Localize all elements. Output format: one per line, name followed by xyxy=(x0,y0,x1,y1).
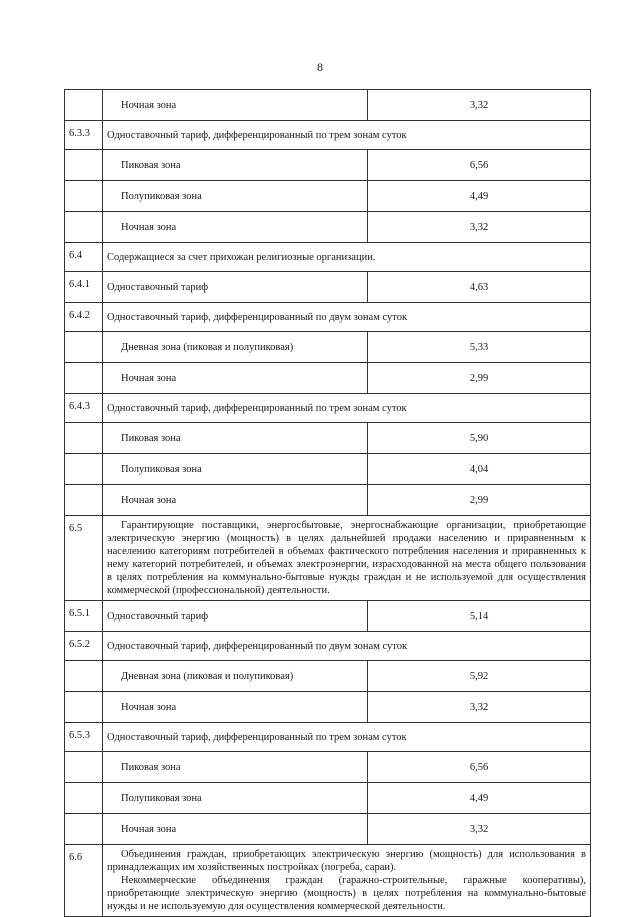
zone-label: Дневная зона (пиковая и полупиковая) xyxy=(103,332,368,363)
table-row xyxy=(65,90,591,121)
table-row xyxy=(65,752,591,783)
tariff-value: 3,32 xyxy=(368,90,591,121)
item-number xyxy=(65,661,103,692)
table-row xyxy=(65,332,591,363)
tariff-value: 4,63 xyxy=(368,272,591,303)
item-number: 6.5.1 xyxy=(65,601,103,632)
item-number xyxy=(65,814,103,845)
item-number xyxy=(65,90,103,121)
table-row xyxy=(65,783,591,814)
tariff-value: 4,04 xyxy=(368,454,591,485)
item-number xyxy=(65,783,103,814)
item-number xyxy=(65,212,103,243)
tariff-value: 4,49 xyxy=(368,783,591,814)
page-number: 8 xyxy=(317,60,323,74)
zone-label: Ночная зона xyxy=(103,692,368,723)
table-row xyxy=(65,394,591,423)
tariff-value: 3,32 xyxy=(368,692,591,723)
tariff-value: 5,33 xyxy=(368,332,591,363)
item-number: 6.4.2 xyxy=(65,303,103,332)
item-number xyxy=(65,423,103,454)
item-number xyxy=(65,454,103,485)
zone-label: Полупиковая зона xyxy=(103,181,368,212)
zone-label: Пиковая зона xyxy=(103,150,368,181)
table-row xyxy=(65,516,591,601)
tariff-value: 5,92 xyxy=(368,661,591,692)
item-number xyxy=(65,692,103,723)
table-row xyxy=(65,485,591,516)
zone-label: Ночная зона xyxy=(103,90,368,121)
item-number xyxy=(65,332,103,363)
zone-label: Ночная зона xyxy=(103,814,368,845)
item-number: 6.5 xyxy=(65,516,103,601)
table-row xyxy=(65,454,591,485)
table-row xyxy=(65,661,591,692)
table-row xyxy=(65,181,591,212)
zone-label: Полупиковая зона xyxy=(103,783,368,814)
section-heading: Одноставочный тариф, дифференцированный по трем зонам суток xyxy=(103,723,591,752)
tariff-value: 3,32 xyxy=(368,212,591,243)
table-row xyxy=(65,601,591,632)
tariff-value: 5,90 xyxy=(368,423,591,454)
item-number: 6.4.3 xyxy=(65,394,103,423)
tariff-label: Одноставочный тариф xyxy=(103,601,368,632)
item-number xyxy=(65,485,103,516)
tariff-value: 5,14 xyxy=(368,601,591,632)
zone-label: Ночная зона xyxy=(103,485,368,516)
item-number xyxy=(65,150,103,181)
item-number xyxy=(65,363,103,394)
section-heading: Содержащиеся за счет прихожан религиозные организации. xyxy=(103,243,591,272)
paragraph: Гарантирующие поставщики, энергосбытовые, энергоснабжающие организации, приобретающие электрическую энергию (мощность) в целях дальнейшей продажи населению и приравненным к населению категориям потребителей в объемах фактического потребления населения и приравненных к нему категорий потребителей, и объемах электроэнергии, израсходованной на места общего пользования в целях потребления на коммунально-бытовые нужды граждан и не используемой для осуществления коммерческой (профессиональной) деятельности. xyxy=(107,520,586,596)
section-heading: Одноставочный тариф, дифференцированный по двум зонам суток xyxy=(103,632,591,661)
table-row xyxy=(65,303,591,332)
tariff-value: 4,49 xyxy=(368,181,591,212)
zone-label: Ночная зона xyxy=(103,212,368,243)
item-number: 6.4 xyxy=(65,243,103,272)
table-row xyxy=(65,150,591,181)
tariff-value: 3,32 xyxy=(368,814,591,845)
zone-label: Полупиковая зона xyxy=(103,454,368,485)
table-row xyxy=(65,121,591,150)
zone-label: Ночная зона xyxy=(103,363,368,394)
table-row xyxy=(65,363,591,394)
paragraph: Объединения граждан, приобретающих электрическую энергию (мощность) для использования в принадлежащих им хозяйственных постройках (погреба, сараи). xyxy=(107,849,586,873)
category-description xyxy=(103,516,591,601)
tariff-value: 2,99 xyxy=(368,485,591,516)
table-row xyxy=(65,814,591,845)
zone-label: Пиковая зона xyxy=(103,752,368,783)
tariff-value: 6,56 xyxy=(368,752,591,783)
item-number xyxy=(65,752,103,783)
item-number xyxy=(65,181,103,212)
tariff-table xyxy=(64,89,591,917)
table-row xyxy=(65,723,591,752)
item-number: 6.4.1 xyxy=(65,272,103,303)
tariff-value: 2,99 xyxy=(368,363,591,394)
zone-label: Дневная зона (пиковая и полупиковая) xyxy=(103,661,368,692)
item-number: 6.5.2 xyxy=(65,632,103,661)
section-heading: Одноставочный тариф, дифференцированный по двум зонам суток xyxy=(103,303,591,332)
tariff-label: Одноставочный тариф xyxy=(103,272,368,303)
table-row xyxy=(65,272,591,303)
table-row xyxy=(65,243,591,272)
table-row xyxy=(65,423,591,454)
section-heading: Одноставочный тариф, дифференцированный по трем зонам суток xyxy=(103,394,591,423)
section-heading: Одноставочный тариф, дифференцированный по трем зонам суток xyxy=(103,121,591,150)
item-number: 6.5.3 xyxy=(65,723,103,752)
table-row xyxy=(65,212,591,243)
paragraph: Некоммерческие объединения граждан (гаражно-строительные, гаражные кооперативы), приобретающие электрическую энергию (мощность) в целях потребления на коммунально-бытовые нужды и не используемую для осуществления коммерческой деятельности. xyxy=(107,875,586,912)
table-row xyxy=(65,632,591,661)
item-number: 6.6 xyxy=(65,845,103,917)
table-row xyxy=(65,845,591,917)
category-description xyxy=(103,845,591,917)
zone-label: Пиковая зона xyxy=(103,423,368,454)
table-row xyxy=(65,692,591,723)
item-number: 6.3.3 xyxy=(65,121,103,150)
tariff-value: 6,56 xyxy=(368,150,591,181)
